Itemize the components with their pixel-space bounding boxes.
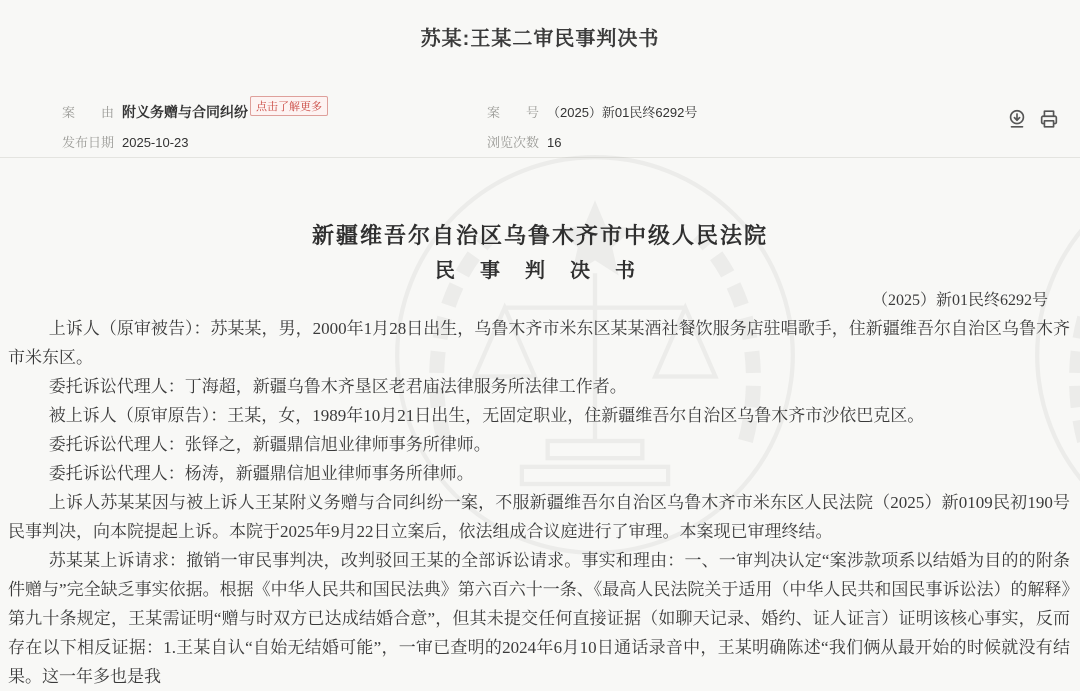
document-body [0,314,1080,691]
publish-date-value: 2025-10-23 [122,135,189,150]
views-label: 浏览次数 [487,135,540,150]
paragraph-agent-1: 委托诉讼代理人：丁海超，新疆乌鲁木齐垦区老君庙法律服务所法律工作者。 [48,377,627,396]
paragraph-appeal-request: 苏某某上诉请求：撤销一审民事判决，改判驳回王某的全部诉讼请求。事实和理由：一、一审判决认定“案涉款项系以结婚为目的的附条件赠与”完全缺乏事实依据。根据《中华人民共和国民法典》第六百六十一条、《最高人民法院关于适用（中华人民共和国民事诉讼法）的解释》第九十条规定，王某需证明“赠与时双方已达成结婚合意”，但其未提交任何直接证据（如聊天记录、婚约、证人证言）证明该核心事实，反而存在以下相反证据：1.王某自认“自始无结婚可能”，一审已查明的2024年6月10日通话录音中，王某明确陈述“我们俩从最开始的时候就没有结果。这一年多也是我 [8,551,1070,686]
case-number-value: （2025）新01民终6292号 [547,105,698,120]
page-title: 苏某:王某二审民事判决书 [420,28,660,50]
paragraph-appellee: 被上诉人（原审原告）：王某，女，1989年10月21日出生，无固定职业，住新疆维吾尔自治区乌鲁木齐市沙依巴克区。 [48,406,925,425]
publish-date-label: 发布日期 [62,135,115,150]
paragraph-agent-3: 委托诉讼代理人：杨涛，新疆鼎信旭业律师事务所律师。 [48,464,474,483]
views-value: 16 [547,135,562,150]
judgment-document [0,219,1080,691]
paragraph-case-history: 上诉人苏某某因与被上诉人王某附义务赠与合同纠纷一案，不服新疆维吾尔自治区乌鲁木齐市米东区人民法院（2025）新0109民初190号民事判决，向本院提起上诉。本院于2025年9月22日立案后，依法组成合议庭进行了审理。本案现已审理终结。 [8,493,1070,541]
case-number-label: 案 号 [487,105,540,120]
case-cause-value: 附义务赠与合同纠纷 [122,104,249,120]
paragraph-appellant: 上诉人（原审被告）：苏某某，男，2000年1月28日出生，乌鲁木齐市米东区某某酒社餐饮服务店驻唱歌手，住新疆维吾尔自治区乌鲁木齐市米东区。 [8,319,1070,367]
learn-more-badge[interactable]: 点击了解更多 [250,96,328,116]
download-icon[interactable] [1006,108,1028,130]
paragraph-agent-2: 委托诉讼代理人：张铎之，新疆鼎信旭业律师事务所律师。 [48,435,491,454]
case-meta-panel [0,96,1080,158]
court-name: 新疆维吾尔自治区乌鲁木齐市中级人民法院 [311,223,768,248]
print-icon[interactable] [1038,108,1060,130]
case-cause-label: 案 由 [62,105,115,120]
document-type-title: 民 事 判 决 书 [435,260,645,282]
document-case-number: （2025）新01民终6292号 [871,292,1048,309]
